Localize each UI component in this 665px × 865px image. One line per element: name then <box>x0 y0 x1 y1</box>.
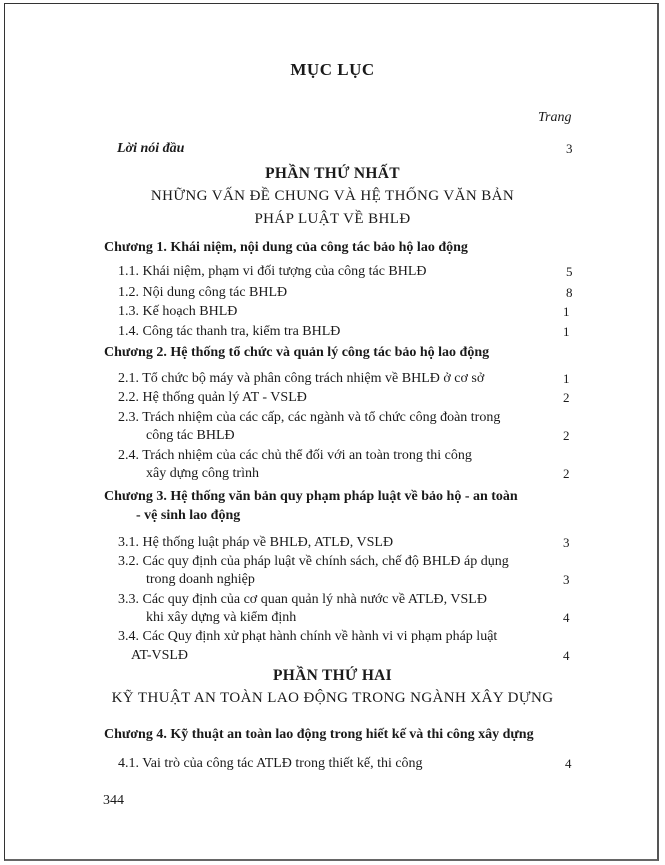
page-column-label: Trang <box>538 110 572 125</box>
toc-page-1-3: 1 <box>563 304 570 319</box>
toc-item-3-3: 3.3. Các quy định của cơ quan quản lý nhà nước về ATLĐ, VSLĐ <box>118 592 487 607</box>
toc-item-3-1: 3.1. Hệ thống luật pháp về BHLĐ, ATLĐ, VSLĐ <box>118 535 394 550</box>
toc-page-3-1: 3 <box>563 535 570 550</box>
chapter1-title: Chương 1. Khái niệm, nội dung của công tác bảo hộ lao động <box>104 240 468 255</box>
toc-page-3-2: 3 <box>563 572 570 587</box>
toc-item-3-3-cont: khi xây dựng và kiểm định <box>146 610 297 625</box>
toc-item-1-2: 1.2. Nội dung công tác BHLĐ <box>118 285 288 300</box>
toc-item-3-2-cont: trong doanh nghiệp <box>146 572 255 587</box>
part2-title: PHẦN THỨ HAI <box>273 667 392 684</box>
preface-page: 3 <box>566 141 573 156</box>
part2-subtitle: KỸ THUẬT AN TOÀN LAO ĐỘNG TRONG NGÀNH XÂY DỰNG <box>111 690 554 706</box>
part1-subtitle-line2: PHÁP LUẬT VỀ BHLĐ <box>254 211 411 227</box>
toc-page-1-2: 8 <box>566 285 573 300</box>
chapter4-title: Chương 4. Kỹ thuật an toàn lao động trong hiết kế và thi công xây dựng <box>104 727 534 742</box>
toc-page-3-4: 4 <box>563 648 570 663</box>
toc-item-2-4-cont: xây dựng công trình <box>146 466 259 481</box>
toc-item-1-3: 1.3. Kế hoạch BHLĐ <box>118 304 238 319</box>
toc-item-4-1: 4.1. Vai trò của công tác ATLĐ trong thiết kế, thi công <box>118 756 423 771</box>
page-title: MỤC LỤC <box>290 60 375 79</box>
chapter3-title-line2: - vệ sinh lao động <box>136 508 241 523</box>
page-number: 344 <box>103 793 124 808</box>
toc-page-1-1: 5 <box>566 264 573 279</box>
preface-entry: Lời nói đầu <box>117 141 185 156</box>
chapter3-title-line1: Chương 3. Hệ thống văn bản quy phạm pháp luật về bảo hộ - an toàn <box>104 489 518 504</box>
toc-item-2-3-cont: công tác BHLĐ <box>146 428 235 443</box>
toc-item-3-4: 3.4. Các Quy định xử phạt hành chính về hành vi vi phạm pháp luật <box>118 629 498 644</box>
toc-item-3-2: 3.2. Các quy định của pháp luật về chính sách, chế độ BHLĐ áp dụng <box>118 554 509 569</box>
toc-item-2-3: 2.3. Trách nhiệm của các cấp, các ngành và tổ chức công đoàn trong <box>118 410 501 425</box>
toc-page-1-4: 1 <box>563 324 570 339</box>
toc-item-1-1: 1.1. Khái niệm, phạm vi đối tượng của công tác BHLĐ <box>118 264 427 279</box>
part1-subtitle-line1: NHỮNG VẤN ĐỀ CHUNG VÀ HỆ THỐNG VĂN BẢN <box>150 188 515 204</box>
toc-page-3-3: 4 <box>563 610 570 625</box>
chapter2-title: Chương 2. Hệ thống tổ chức và quản lý công tác bảo hộ lao động <box>104 345 490 360</box>
toc-item-2-1: 2.1. Tổ chức bộ máy và phân công trách nhiệm về BHLĐ ở cơ sở <box>118 371 485 386</box>
toc-item-3-4-cont: AT-VSLĐ <box>131 648 189 663</box>
toc-page-2-2: 2 <box>563 390 570 405</box>
part1-title: PHẦN THỨ NHẤT <box>265 165 400 182</box>
toc-page-4-1: 4 <box>565 756 572 771</box>
toc-page-2-4: 2 <box>563 466 570 481</box>
toc-item-2-2: 2.2. Hệ thống quản lý AT - VSLĐ <box>118 390 307 405</box>
toc-item-1-4: 1.4. Công tác thanh tra, kiểm tra BHLĐ <box>118 324 341 339</box>
toc-item-2-4: 2.4. Trách nhiệm của các chủ thể đối với an toàn trong thi công <box>118 448 472 463</box>
toc-page-2-1: 1 <box>563 371 570 386</box>
toc-page-2-3: 2 <box>563 428 570 443</box>
